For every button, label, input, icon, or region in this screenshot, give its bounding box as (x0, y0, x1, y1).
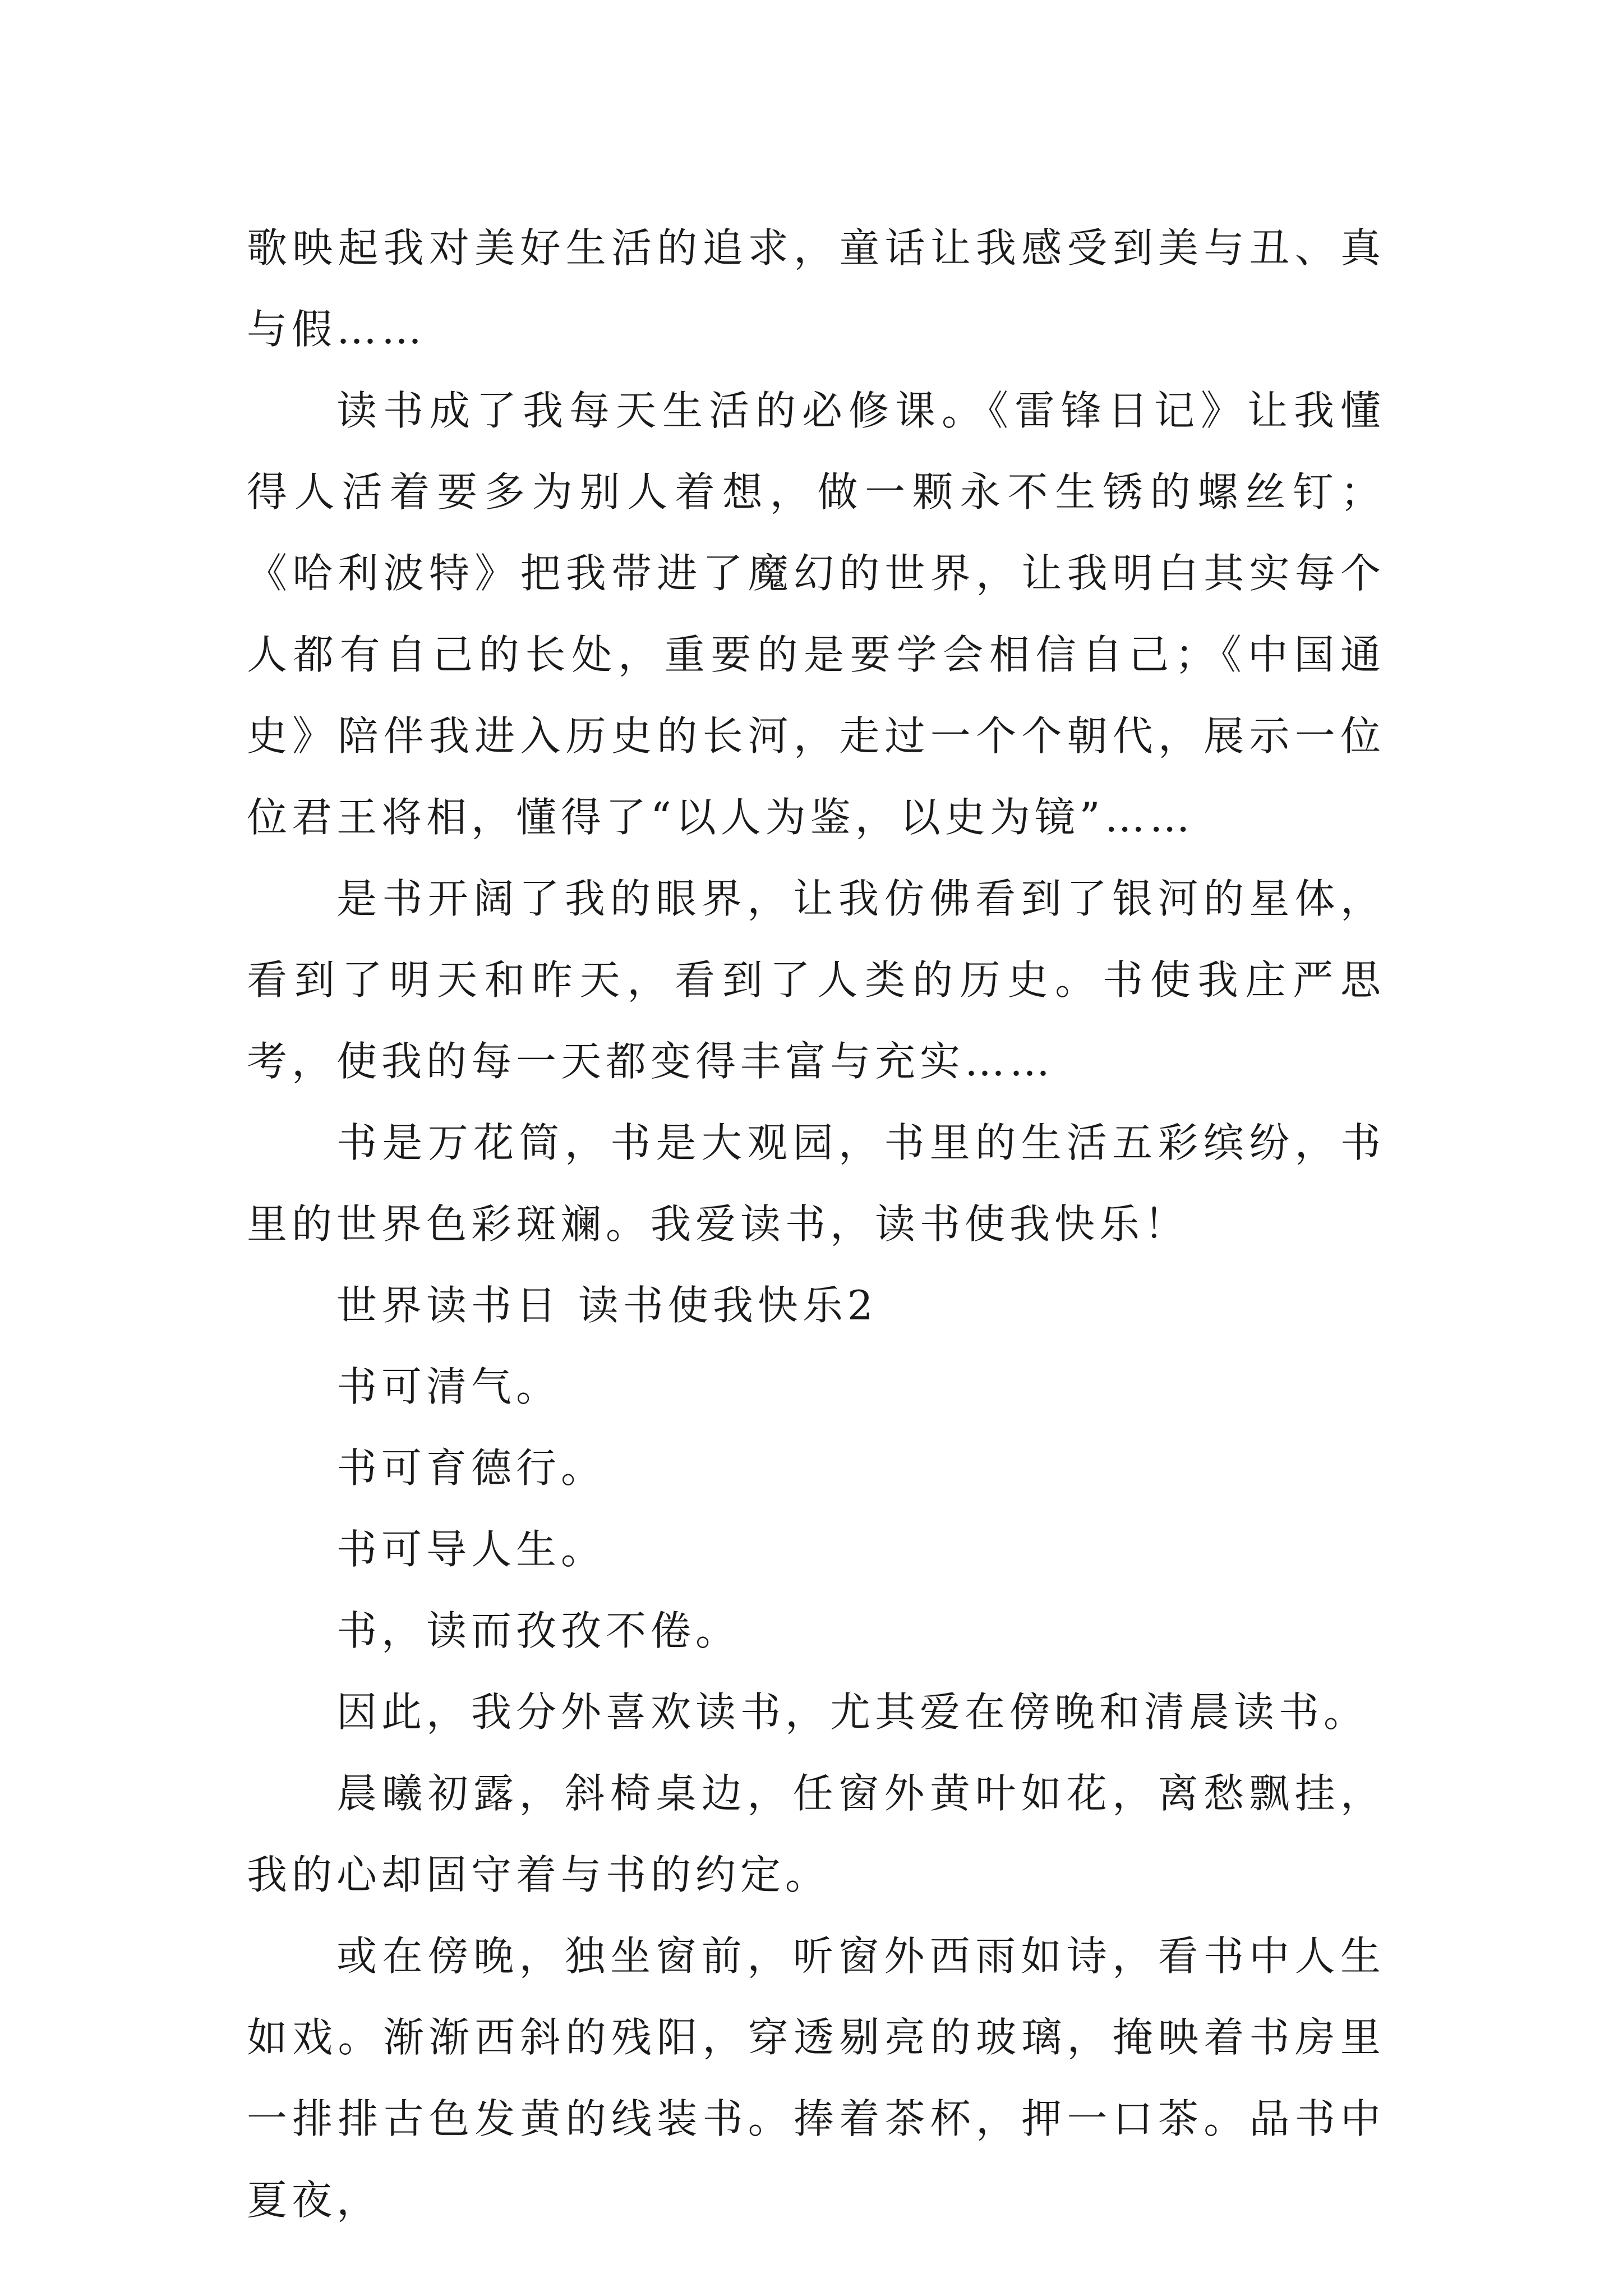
paragraph-7: 书可育德行。 (336, 1444, 606, 1492)
paragraph-11: 晨曦初露，斜椅桌边，任窗外黄叶如花，离愁飘挂，我的心却固守着与书的约定。 (247, 1770, 1385, 1898)
paragraph-8: 书可导人生。 (336, 1526, 606, 1573)
paragraph-1: 歌映起我对美好生活的追求，童话让我感受到美与丑、真与假…… (247, 224, 1385, 353)
paragraph-3: 是书开阔了我的眼界，让我仿佛看到了银河的星体，看到了明天和昨天，看到了人类的历史。书使我庄严思考，使我的每一天都变得丰富与充实…… (247, 875, 1385, 1085)
paragraph-9: 书，读而孜孜不倦。 (336, 1607, 741, 1654)
paragraph-12: 或在傍晚，独坐窗前，听窗外西雨如诗，看书中人生如戏。渐渐西斜的残阳，穿透剔亮的玻璃，掩映着书房里一排排古色发黄的线装书。捧着茶杯，押一口茶。品书中夏夜， (247, 1932, 1385, 2224)
paragraph-10: 因此，我分外喜欢读书，尤其爱在傍晚和清晨读书。 (336, 1688, 1369, 1736)
paragraph-4: 书是万花筒，书是大观园，书里的生活五彩缤纷，书里的世界色彩斑斓。我爱读书，读书使我快乐！ (247, 1119, 1385, 1248)
paragraph-6: 书可清气。 (336, 1363, 561, 1410)
paragraph-2: 读书成了我每天生活的必修课。《雷锋日记》让我懂得人活着要多为别人着想，做一颗永不生锈的螺丝钉；《哈利波特》把我带进了魔幻的世界，让我明白其实每个人都有自己的长处，重要的是要学会相信自己；《中国通史》陪伴我进入历史的长河，走过一个个朝代，展示一位位君王将相，懂得了“以人为鉴，以史为镜”…… (247, 387, 1385, 841)
section-title: 世界读书日 读书使我快乐2 (336, 1282, 878, 1329)
document-body (247, 208, 1385, 2241)
